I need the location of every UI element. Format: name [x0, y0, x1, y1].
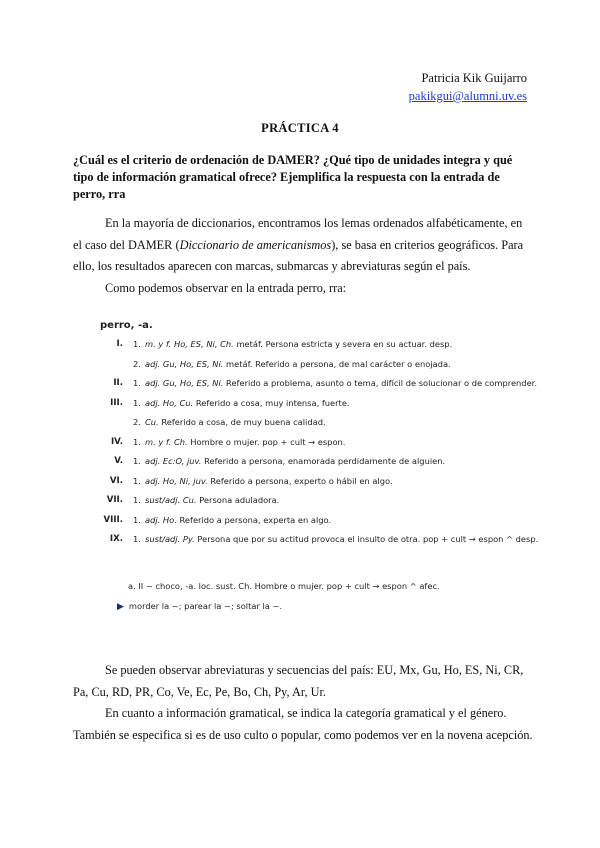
entry-sense-row: [100, 398, 560, 418]
intro-line-1: [73, 213, 533, 278]
sense-roman-numeral: V.: [114, 456, 123, 466]
sense-number: 2.: [133, 358, 141, 369]
entry-sense-row: [100, 378, 560, 398]
entry-sense-row: [100, 417, 560, 437]
sense-text: Referido a persona, enamorada perdidamente de alguien.: [201, 456, 446, 466]
sense-definition: [145, 495, 279, 505]
intro-paragraph: [73, 213, 533, 299]
sense-number: 1.: [133, 495, 141, 505]
sense-text: Referido a persona, experta en algo.: [176, 514, 332, 525]
sense-number: 1.: [133, 534, 141, 544]
sense-roman-numeral: IV.: [110, 436, 123, 447]
dictionary-entry: [100, 320, 560, 554]
sense-marks: adj. Gu, Ho, ES, Ni.: [145, 358, 224, 369]
sense-roman-numeral: VII.: [106, 495, 123, 505]
sense-marks: adj. Gu, Ho, ES, Ni.: [145, 378, 224, 388]
entry-headword: perro, -a.: [100, 320, 153, 331]
sense-definition: [145, 437, 345, 447]
sense-marks: adj. Ho.: [145, 514, 177, 525]
triangle-right-icon: ▶: [117, 602, 124, 612]
body-paragraphs: [73, 660, 533, 746]
sense-marks: adj. Ec:O, juv.: [145, 456, 202, 466]
entry-sense-row: [100, 456, 560, 476]
entry-sense-row: [100, 359, 560, 379]
sense-text: Persona que por su actitud provoca el insulto de otra. pop + cult → espon ^ desp.: [194, 534, 539, 544]
sense-definition: [145, 417, 326, 427]
sense-marks: adj. Ho, Cu.: [145, 397, 194, 408]
sense-number: 1.: [133, 475, 141, 486]
sense-definition: [145, 398, 350, 408]
entry-see-also: [117, 601, 282, 612]
page-title: PRÁCTICA 4: [261, 121, 339, 135]
see-also-text: morder la ~; parear la ~; soltar la ~.: [128, 601, 283, 611]
entry-sense-row: [100, 495, 560, 515]
author-name: Patricia Kik Guijarro: [421, 71, 527, 85]
entry-sense-row: [100, 515, 560, 535]
entry-locution: a. II ~ choco, -a. loc. sust. Ch. Hombre o mujer. pop + cult → espon ^ afec.: [128, 581, 440, 591]
intro-text-a: En la mayoría de diccionarios, encontramos los lemas ordenados alfabéticamente, en el caso del DAMER (: [73, 216, 523, 252]
sense-definition: [145, 339, 452, 349]
sense-definition: [145, 359, 451, 369]
sense-text: Referido a cosa, de muy buena calidad.: [158, 417, 326, 427]
sense-number: 1.: [133, 514, 141, 525]
intro-text-b: ), se basa en criterios geográficos. Para ello, los resultados aparecen con marcas, submarcas y abreviaturas según el país.: [73, 237, 524, 273]
sense-number: 1.: [133, 397, 141, 408]
body-paragraph-1: Se pueden observar abreviaturas y secuencias del país: EU, Mx, Gu, Ho, ES, Ni, CR, Pa, Cu, RD, PR, Co, Ve, Ec, Pe, Bo, Ch, Py, Ar, Ur.: [73, 663, 524, 699]
sense-text: Referido a problema, asunto o tema, difícil de solucionar o de comprender.: [223, 378, 537, 388]
sense-number: 1.: [133, 339, 141, 349]
sense-marks: Cu.: [145, 417, 159, 427]
sense-marks: adj. Ho, Ni, juv.: [145, 475, 208, 486]
sense-number: 2.: [133, 417, 141, 427]
sense-marks: m. y f. Ch.: [145, 436, 188, 447]
sense-roman-numeral: VIII.: [103, 514, 123, 525]
sense-text: metáf. Persona estricta y severa en su actuar. desp.: [233, 339, 453, 349]
sense-definition: [145, 456, 445, 466]
sense-text: metáf. Referido a persona, de mal carácter o enojada.: [223, 358, 451, 369]
body-paragraph-2: En cuanto a información gramatical, se indica la categoría gramatical y el género. También se especifica si es de uso culto o popular, como podemos ver en la novena acepción.: [73, 706, 533, 742]
sense-definition: [145, 534, 538, 544]
sense-number: 1.: [133, 378, 141, 388]
sense-marks: sust/adj. Py.: [145, 534, 195, 544]
sense-definition: [145, 476, 393, 486]
sense-roman-numeral: III.: [110, 397, 123, 408]
sense-text: Persona aduladora.: [196, 495, 280, 505]
intro-italic-title: Diccionario de americanismos: [179, 237, 332, 252]
question-text: ¿Cuál es el criterio de ordenación de DAMER? ¿Qué tipo de unidades integra y qué tipo de información gramatical ofrece? Ejemplifica la respuesta con la entrada de perro, rra: [73, 153, 513, 201]
sense-roman-numeral: IX.: [109, 534, 123, 544]
author-email-link[interactable]: pakikgui@alumni.uv.es: [408, 89, 527, 103]
sense-roman-numeral: I.: [116, 339, 123, 349]
entry-sense-row: [100, 476, 560, 496]
sense-number: 1.: [133, 456, 141, 466]
entry-rows: [100, 339, 560, 554]
sense-roman-numeral: II.: [113, 378, 123, 388]
sense-text: Referido a persona, experto o hábil en algo.: [207, 475, 393, 486]
entry-sense-row: [100, 339, 560, 359]
sense-definition: [145, 515, 331, 525]
intro-line-2: Como podemos observar en la entrada perro, rra:: [105, 280, 347, 295]
sense-text: Referido a cosa, muy intensa, fuerte.: [193, 397, 350, 408]
sense-marks: sust/adj. Cu.: [145, 495, 197, 505]
entry-sense-row: [100, 437, 560, 457]
sense-roman-numeral: VI.: [109, 475, 123, 486]
entry-sense-row: [100, 534, 560, 554]
sense-number: 1.: [133, 436, 141, 447]
sense-text: Hombre o mujer. pop + cult → espon.: [187, 436, 346, 447]
sense-marks: m. y f. Ho, ES, Ni, Ch.: [145, 339, 234, 349]
sense-definition: [145, 378, 537, 388]
